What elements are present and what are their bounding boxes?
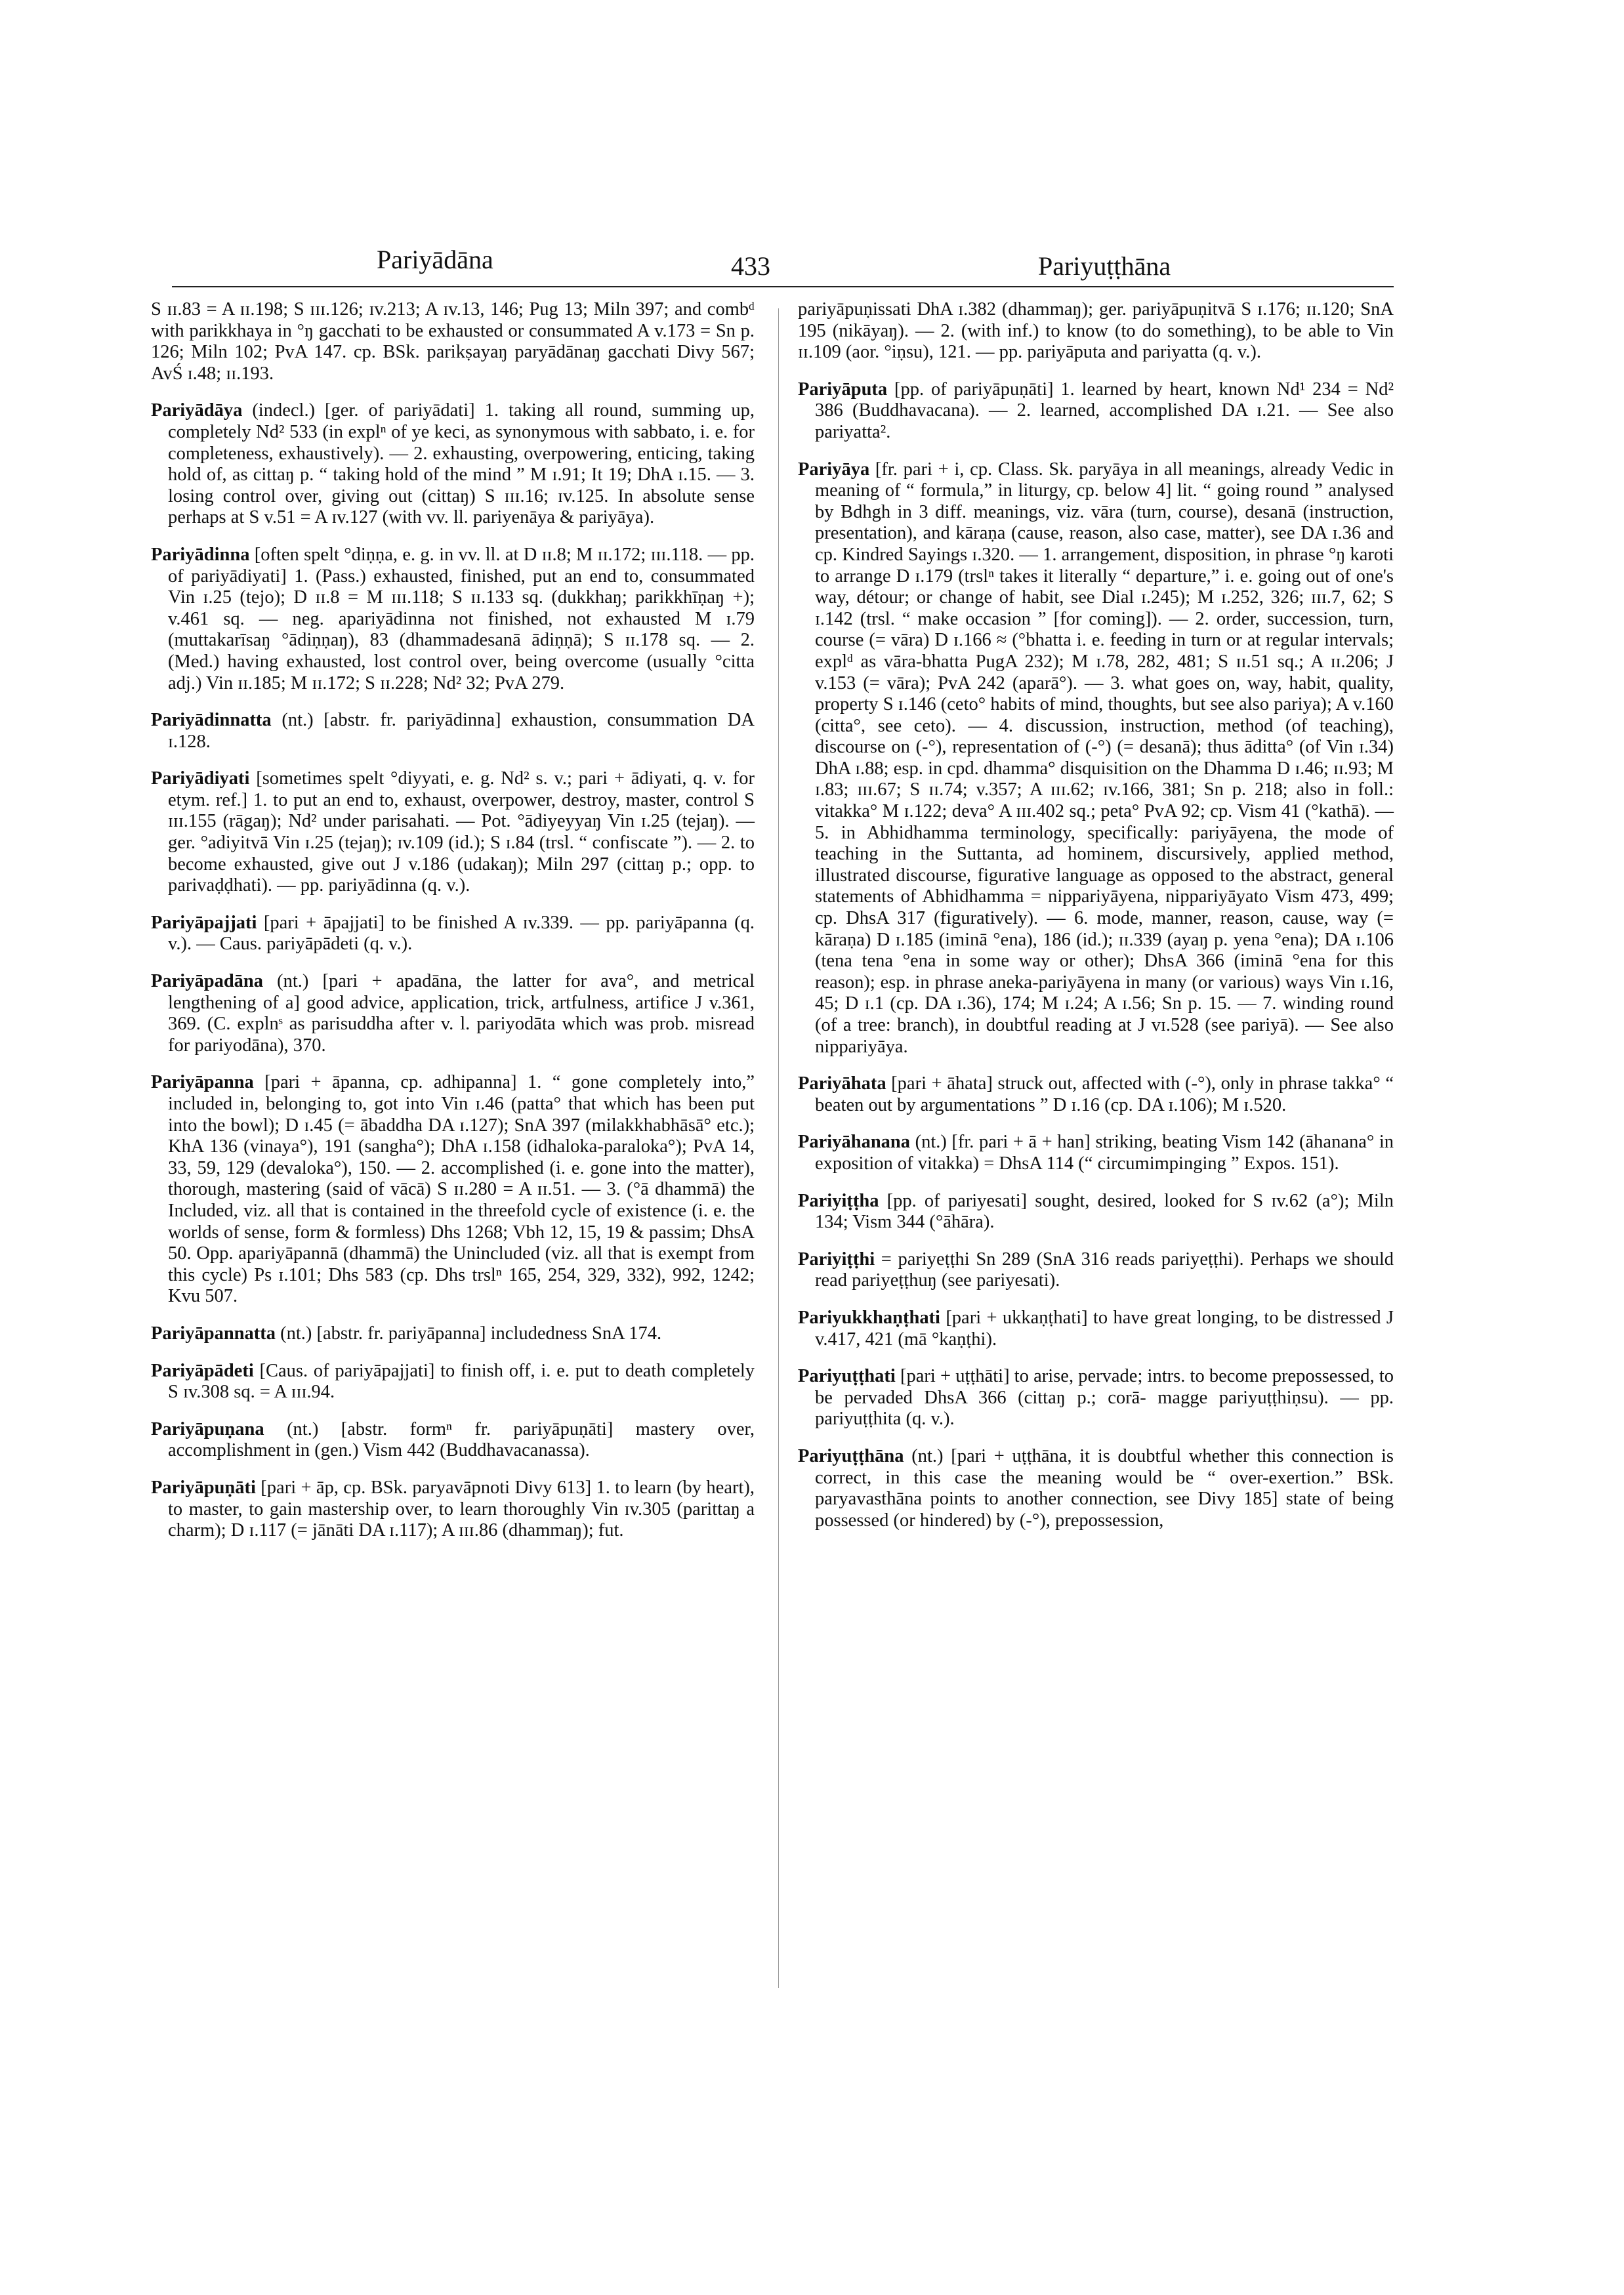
entry-text: (nt.) [pari + uṭṭhāna, it is doubtful whether this connection is correct, in this case the meaning would be “ over-exertion.” BSk. paryavasthāna points to another connection, see Divy 185] state of being possessed (or hindered) by (-°), prepossession, [815, 1445, 1394, 1531]
dictionary-entry [798, 1446, 1394, 1531]
entry-headword: Pariyādinnatta [151, 710, 272, 731]
header-rule [172, 286, 1394, 287]
entry-text: [pari + āhata] struck out, affected with (-°), only in phrase takka° “ beaten out by argumentations ” D ɪ.16 (cp. DA ɪ.106); M ɪ.520. [815, 1073, 1394, 1115]
entry-headword: Pariyiṭṭha [798, 1190, 879, 1211]
entry-text: (nt.) [abstr. fr. pariyādinna] exhaustion, consummation DA ɪ.128. [168, 710, 755, 752]
entry-headword: Pariyādinna [151, 544, 250, 565]
entry-text: (nt.) [pari + apadāna, the latter for ava°, and metrical lengthening of a] good advice, application, trick, artfulness, artifice J v.361, 369. (C. explnˢ as parisuddha after v. l. pariyodāta which was prob. misread for pariyodāna), 370. [168, 971, 755, 1056]
entry-headword: Pariyāya [798, 459, 870, 480]
dictionary-entry [798, 1249, 1394, 1292]
dictionary-entry [798, 379, 1394, 444]
dictionary-entry [151, 1478, 755, 1542]
entry-headword: Pariyāpuṇana [151, 1418, 264, 1439]
right-column [798, 299, 1394, 1547]
entry-headword: Pariyāputa [798, 379, 888, 400]
dictionary-entry [798, 1308, 1394, 1350]
entry-headword: Pariyādiyati [151, 768, 250, 789]
page-header [172, 244, 1228, 286]
entry-text: [Caus. of pariyāpajjati] to finish off, i. e. put to death completely S ɪv.308 sq. = A ɪɪɪ.94. [168, 1360, 755, 1403]
dictionary-entry [151, 545, 755, 694]
column-divider [778, 308, 779, 1988]
entry-headword: Pariyiṭṭhi [798, 1249, 875, 1270]
dictionary-entry [151, 1361, 755, 1403]
dictionary-entry [151, 1072, 755, 1308]
dictionary-entry [151, 1419, 755, 1462]
entry-headword: Pariyāpannatta [151, 1323, 276, 1344]
entry-text: [pari + āpanna, cp. adhipanna] 1. “ gone completely into,” included in, belonging to, got into Vin ɪ.46 (patta° that which has been put into the bowl); D ɪ.45 (= ābaddha DA ɪ.127); SnA 397 (milakkhabhāsā° etc.); KhA 136 (vinaya°), 191 (sangha°); DhA ɪ.158 (idhaloka-paraloka°); PvA 14, 33, 59, 129 (devaloka°), 150. — 2. accomplished (i. e. gone into the matter), thorough, mastering (said of vācā) S ɪɪ.280 = A ɪɪ.51. — 3. (°ā dhammā) the Included, viz. all that is contained in the threefold cycle of existence (i. e. the worlds of sense, form & formless) Dhs 1268; Vbh 12, 15, 19 & passim; DhsA 50. Opp. apariyāpannā (dhammā) the Unincluded (viz. all that is exempt from this cycle) Ps ɪ.101; Dhs 583 (cp. Dhs trslⁿ 165, 254, 329, 332), 992, 1242; Kvu 507. [168, 1072, 755, 1307]
dictionary-entry [798, 1366, 1394, 1430]
entry-headword: Pariyāpanna [151, 1072, 254, 1093]
entry-headword: Pariyāpādeti [151, 1360, 254, 1381]
entry-headword: Pariyāhanana [798, 1132, 911, 1153]
entry-text: (indecl.) [ger. of pariyādati] 1. taking all round, summing up, completely Nd² 533 (in explⁿ of ye keci, as synonymous with sabbato, i. e. for completeness, exhaustively). — 2. exhausting, overpowering, enticing, taking hold of, as cittaŋ p. “ taking hold of the mind ” M ɪ.91; It 19; DhA ɪ.15. — 3. losing control over, giving out (cittaŋ) S ɪɪɪ.16; ɪv.125. In absolute sense perhaps at S v.51 = A ɪv.127 (with vv. ll. pariyenāya & pariyāya). [168, 400, 755, 528]
entry-headword: Pariyuṭṭhāna [798, 1445, 904, 1466]
entry-headword: Pariyukkhaṇṭhati [798, 1307, 940, 1328]
entry-text: pariyāpuṇissati DhA ɪ.382 (dhammaŋ); ger. pariyāpuṇitvā S ɪ.176; ɪɪ.120; SnA 195 (nikāyaŋ). — 2. (with inf.) to know (to do something), to be able to Vin ɪɪ.109 (aor. °iṇsu), 121. — pp. pariyāputa and pariyatta (q. v.). [798, 299, 1394, 363]
dictionary-entry [798, 1191, 1394, 1233]
entry-headword: Pariyāpadāna [151, 971, 264, 992]
dictionary-entry [798, 1073, 1394, 1116]
entry-headword: Pariyādāya [151, 400, 243, 421]
entry-text: [pp. of pariyesati] sought, desired, looked for S ɪv.62 (a°); Miln 134; Vism 344 (°āhāra). [815, 1190, 1394, 1233]
dictionary-entry [798, 299, 1394, 363]
entry-text: [pari + uṭṭhāti] to arise, pervade; intrs. to become prepossessed, to be pervaded DhsA 366 (cittaŋ p.; corā- magge pariyuṭṭhiṇsu). — pp. pariyuṭṭhita (q. v.). [815, 1366, 1394, 1430]
entry-text: = pariyeṭṭhi Sn 289 (SnA 316 reads pariyeṭṭhi). Perhaps we should read pariyeṭṭhuŋ (see pariyesati). [815, 1249, 1394, 1291]
entry-text: [pari + āpajjati] to be finished A ɪv.339. — pp. pariyāpanna (q. v.). — Caus. pariyāpādeti (q. v.). [168, 912, 755, 955]
dictionary-entry [151, 299, 755, 384]
dictionary-entry [151, 400, 755, 529]
header-left-word: Pariyādāna [377, 245, 493, 274]
dictionary-entry [798, 1132, 1394, 1174]
entry-text: (nt.) [fr. pari + ā + han] striking, beating Vism 142 (āhanana° in exposition of vitakka) = DhsA 114 (“ circumimpinging ” Expos. 151). [815, 1132, 1394, 1174]
entry-text: (nt.) [abstr. formⁿ fr. pariyāpuṇāti] mastery over, accomplishment in (gen.) Vism 442 (Buddhavacanassa). [168, 1418, 755, 1461]
entry-headword: Pariyāpajjati [151, 912, 257, 933]
dictionary-entry [151, 913, 755, 955]
dictionary-entry [151, 1323, 755, 1345]
entry-text: S ɪɪ.83 = A ɪɪ.198; S ɪɪɪ.126; ɪv.213; A ɪv.13, 146; Pug 13; Miln 397; and combᵈ with parikkhaya in °ŋ gacchati to be exhausted or consummated A v.173 = Sn p. 126; Miln 102; PvA 147. cp. BSk. parikṣayaŋ paryādānaŋ gacchati Divy 567; AvŚ ɪ.48; ɪɪ.193. [151, 299, 755, 384]
entry-text: [fr. pari + i, cp. Class. Sk. paryāya in all meanings, already Vedic in meaning of “ formula,” in liturgy, cp. below 4] lit. “ going round ” analysed by Bdhgh in 3 diff. meanings, viz. vāra (turn, course), desanā (instruction, presentation), and kāraṇa (cause, reason, also case, matter), see DA ɪ.36 and cp. Kindred Sayings ɪ.320. — 1. arrangement, disposition, in phrase °ŋ karoti to arrange D ɪ.179 (trslⁿ takes it literally “ departure,” i. e. going out of one's way, détour; or change of habit, see Dial ɪ.245); M ɪ.252, 326; ɪɪɪ.7, 62; S ɪ.142 (trsl. “ make occasion ” [for coming]). — 2. order, succession, turn, course (= vāra) D ɪ.166 ≈ (°bhatta i. e. feeding in turn or at regular intervals; explᵈ as vāra-bhatta PugA 232); M ɪ.78, 282, 481; S ɪɪ.51 sq.; A ɪɪ.206; J v.153 (= vāra); PvA 242 (aparā°). — 3. what goes on, way, habit, quality, property S ɪ.146 (ceto° habits of mind, thoughts, but see also pariya); A v.160 (citta°, see ceto). — 4. discussion, instruction, method (of teaching), discourse on (-°), representation of (-°) (= desanā); thus āditta° (of Vin ɪ.34) DhA ɪ.88; esp. in cpd. dhamma° disquisition on the Dhamma D ɪ.46; ɪɪ.93; M ɪ.83; ɪɪɪ.67; S ɪɪ.74; v.357; A ɪɪɪ.62; ɪv.166, 381; Sn p. 218; also in foll.: vitakka° M ɪ.122; deva° A ɪɪɪ.402 sq.; peta° PvA 92; cp. Vism 41 (°kathā). — 5. in Abhidhamma terminology, specifically: pariyāyena, the mode of teaching in the Suttanta, ad hominem, discursively, applied method, illustrated discourse, figurative language as opposed to the abstract, general statements of Abhidhamma = nippariyāyena, nippariyāyato Vism 473, 499; cp. DhsA 317 (figuratively). — 6. mode, manner, reason, cause, way (= kāraṇa) D ɪ.185 (iminā °ena), 186 (id.); ɪɪ.339 (ayaŋ p. yena °ena); DA ɪ.106 (tena tena °ena in some way or other); DhsA 366 (iminā °ena for this reason); esp. in phrase aneka-pariyāyena in many (or various) ways Vin ɪ.16, 45; D ɪ.1 (cp. DA ɪ.36), 174; M ɪ.24; A ɪ.56; Sn p. 15. — 7. winding round (of a tree: branch), in doubtful reading at J vɪ.528 (see pariyā). — See also nippariyāya. [815, 459, 1394, 1057]
entry-headword: Pariyāpuṇāti [151, 1477, 256, 1498]
header-right-word: Pariyuṭṭhāna [1038, 251, 1171, 281]
entry-text: [pp. of pariyāpuṇāti] 1. learned by heart, known Nd¹ 234 = Nd² 386 (Buddhavacana). — 2. learned, accomplished DA ɪ.21. — See also pariyatta². [815, 379, 1394, 442]
left-column [151, 299, 755, 1558]
entry-text: [pari + ukkaṇṭhati] to have great longing, to be distressed J v.417, 421 (mā °kaṇṭhi). [815, 1307, 1394, 1350]
dictionary-entry [151, 971, 755, 1056]
dictionary-entry [151, 768, 755, 897]
entry-text: [often spelt °diṇṇa, e. g. in vv. ll. at D ɪɪ.8; M ɪɪ.172; ɪɪɪ.118. — pp. of pariyādiyati] 1. (Pass.) exhausted, finished, put an end to, consummated Vin ɪ.25 (tejo); D ɪɪ.8 = M ɪɪɪ.118; S ɪɪ.133 sq. (dukkhaŋ; parikkhīṇaŋ +); v.461 sq. — neg. apariyādinna not finished, not exhausted M ɪ.79 (muttakarīsaŋ °ādiṇṇaŋ), 83 (dhammadesanā ādiṇṇā); S ɪɪ.178 sq. — 2. (Med.) having exhausted, lost control over, being overcome (usually °citta adj.) Vin ɪɪ.185; M ɪɪ.172; S ɪɪ.228; Nd² 32; PvA 279. [168, 544, 755, 693]
entry-headword: Pariyāhata [798, 1073, 886, 1094]
entry-text: [sometimes spelt °diyyati, e. g. Nd² s. v.; pari + ādiyati, q. v. for etym. ref.] 1. to put an end to, exhaust, overpower, destroy, master, control S ɪɪɪ.155 (rāgaŋ); Nd² under parisahati. — Pot. °ādiyeyyaŋ Vin ɪ.25 (tejaŋ). — ger. °adiyitvā Vin ɪ.25 (tejaŋ); ɪv.109 (id.); S ɪ.84 (trsl. “ confiscate ”). — 2. to become exhausted, give out J v.186 (udakaŋ); Miln 297 (cittaŋ p.; opp. to parivaḍḍhati). — pp. pariyādinna (q. v.). [168, 768, 755, 896]
dictionary-entry [151, 710, 755, 753]
entry-text: (nt.) [abstr. fr. pariyāpanna] includedness SnA 174. [276, 1323, 662, 1344]
page-number: 433 [731, 251, 770, 281]
dictionary-entry [798, 459, 1394, 1058]
entry-headword: Pariyuṭṭhati [798, 1366, 896, 1387]
entry-text: [pari + āp, cp. BSk. paryavāpnoti Divy 613] 1. to learn (by heart), to master, to gain mastership over, to learn thoroughly Vin ɪv.305 (parittaŋ a charm); D ɪ.117 (= jānāti DA ɪ.117); A ɪɪɪ.86 (dhammaŋ); fut. [168, 1477, 755, 1541]
